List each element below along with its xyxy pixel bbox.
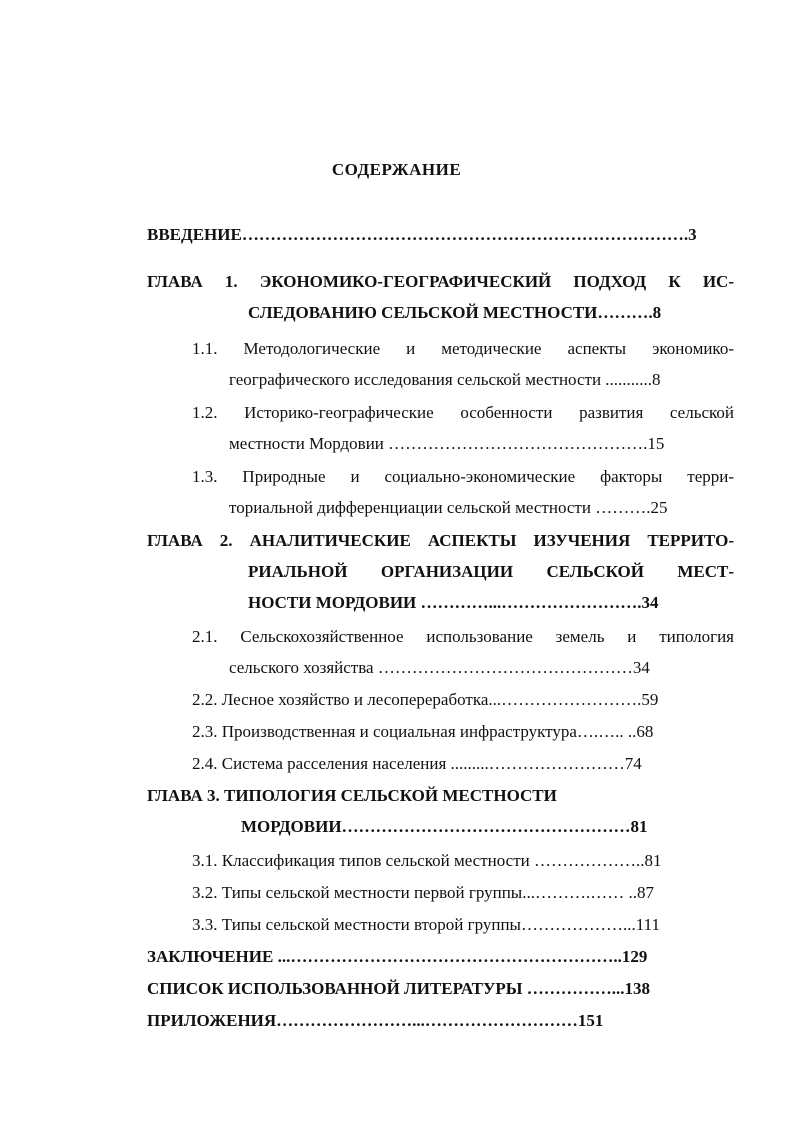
toc-entry-references: СПИСОК ИСПОЛЬЗОВАННОЙ ЛИТЕРАТУРЫ ……………...138 — [147, 979, 650, 998]
toc-section-2-1-line-2: сельского хозяйства ………………………………………34 — [229, 658, 650, 677]
toc-entry-conclusion: ЗАКЛЮЧЕНИЕ ...…………………………………………………..129 — [147, 947, 648, 966]
toc-section-1-1-line-2: географического исследования сельской местности ...........8 — [229, 370, 661, 389]
toc-section-2-2: 2.2. Лесное хозяйство и лесопереработка...…………………….59 — [192, 690, 659, 709]
toc-chapter-2-line-1: ГЛАВА 2. АНАЛИТИЧЕСКИЕ АСПЕКТЫ ИЗУЧЕНИЯ ТЕРРИТО- — [147, 531, 734, 550]
toc-chapter-2-line-2: РИАЛЬНОЙ ОРГАНИЗАЦИИ СЕЛЬСКОЙ МЕСТ- — [248, 562, 734, 581]
toc-section-1-1-line-1: 1.1. Методологические и методические аспекты экономико- — [192, 339, 734, 358]
toc-chapter-1-line-1: ГЛАВА 1. ЭКОНОМИКО-ГЕОГРАФИЧЕСКИЙ ПОДХОД К ИС- — [147, 272, 734, 291]
toc-section-2-1-line-1: 2.1. Сельскохозяйственное использование земель и типология — [192, 627, 734, 646]
toc-section-1-2-line-2: местности Мордовии ……………………………………….15 — [229, 434, 665, 453]
toc-section-3-1: 3.1. Классификация типов сельской местности ………………..81 — [192, 851, 662, 870]
toc-entry-appendix: ПРИЛОЖЕНИЯ……………………...………………………151 — [147, 1011, 604, 1030]
toc-section-2-3: 2.3. Производственная и социальная инфраструктура….….. ..68 — [192, 722, 654, 741]
toc-section-1-2-line-1: 1.2. Историко-географические особенности развития сельской — [192, 403, 734, 422]
toc-chapter-3-line-2: МОРДОВИИ……………………………………………81 — [241, 817, 648, 836]
page-title: СОДЕРЖАНИЕ — [331, 160, 462, 179]
toc-section-1-3-line-2: ториальной дифференциации сельской местности ……….25 — [229, 498, 668, 517]
toc-chapter-3-line-1: ГЛАВА 3. ТИПОЛОГИЯ СЕЛЬСКОЙ МЕСТНОСТИ — [147, 786, 557, 805]
toc-section-1-3-line-1: 1.3. Природные и социально-экономические факторы терри- — [192, 467, 734, 486]
toc-chapter-2-line-3: НОСТИ МОРДОВИИ …………...…………………….34 — [248, 593, 659, 612]
toc-entry-intro: ВВЕДЕНИЕ…………………………………………………………………….3 — [147, 225, 697, 244]
toc-section-3-3: 3.3. Типы сельской местности второй группы………………...111 — [192, 915, 660, 934]
toc-section-2-4: 2.4. Система расселения населения .........……………………74 — [192, 754, 642, 773]
toc-section-3-2: 3.2. Типы сельской местности первой группы...……….…… ..87 — [192, 883, 654, 902]
toc-chapter-1-line-2: СЛЕДОВАНИЮ СЕЛЬСКОЙ МЕСТНОСТИ……….8 — [248, 303, 662, 322]
